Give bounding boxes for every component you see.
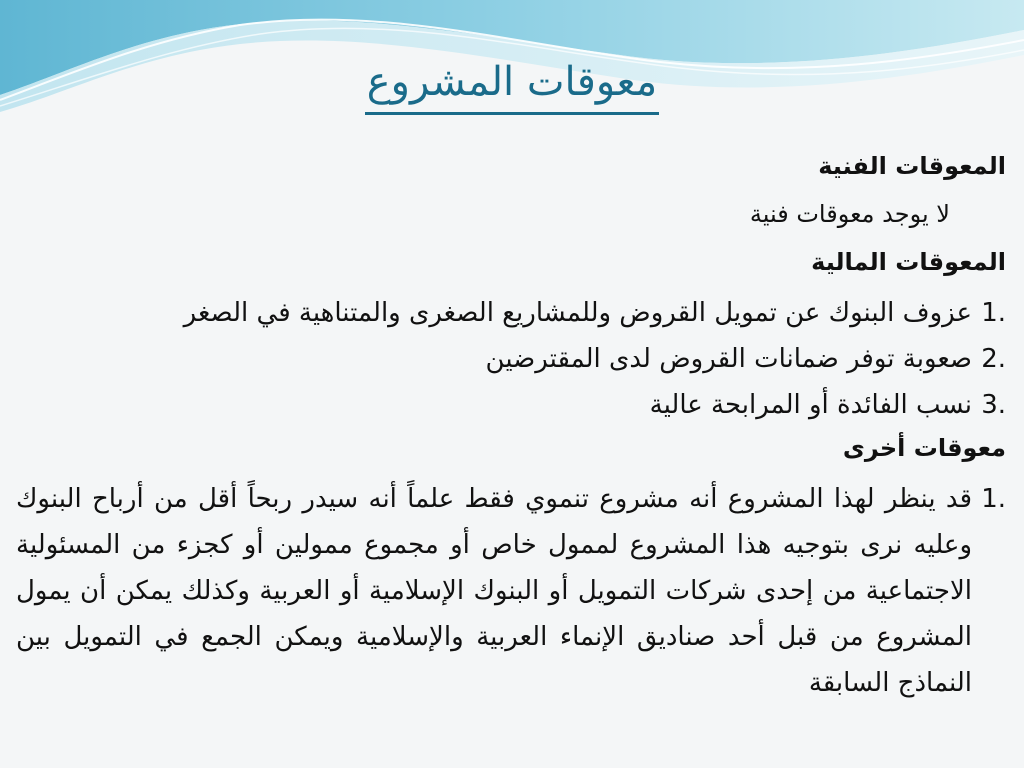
item-number: 1. xyxy=(981,484,1006,514)
item-text: نسب الفائدة أو المرابحة عالية xyxy=(649,390,972,420)
list-item xyxy=(16,476,1006,706)
list-item xyxy=(16,382,1006,428)
technical-note: لا يوجد معوقات فنية xyxy=(749,200,950,228)
section-heading-financial: المعوقات المالية xyxy=(811,248,1006,276)
item-text: صعوبة توفر ضمانات القروض لدى المقترضين xyxy=(485,344,972,374)
list-item xyxy=(16,336,1006,382)
item-number: 1. xyxy=(981,298,1006,328)
section-heading-other: معوقات أخرى xyxy=(842,434,1006,462)
item-number: 2. xyxy=(981,344,1006,374)
item-text: قد ينظر لهذا المشروع أنه مشروع تنموي فقط علماً أنه سيدر ربحاً أقل من أرباح البنوك وعليه نرى بتوجيه هذا المشروع لممول خاص أو مجموع ممولين أو كجزء من المسئولية الاجتماعية من إحدى شركات التمويل أو البنوك الإسلامية أو العربية وكذلك يمكن أن يمول المشروع من قبل أحد صناديق الإنماء العربية والإسلامية ويمكن الجمع في التمويل بين النماذج السابقة xyxy=(16,484,972,698)
slide-content xyxy=(16,146,1006,706)
section-heading-technical: المعوقات الفنية xyxy=(818,152,1006,180)
item-text: عزوف البنوك عن تمويل القروض وللمشاريع الصغرى والمتناهية في الصغر xyxy=(183,298,972,328)
item-number: 3. xyxy=(981,390,1006,420)
list-item xyxy=(16,290,1006,336)
slide-title: معوقات المشروع xyxy=(365,58,659,115)
